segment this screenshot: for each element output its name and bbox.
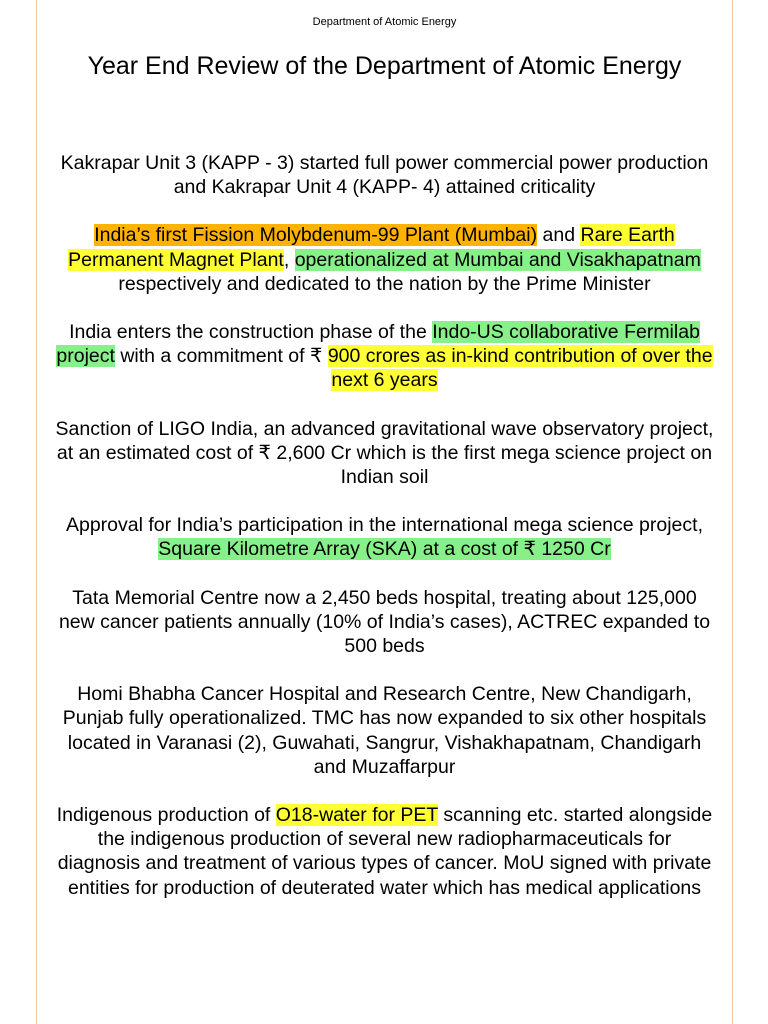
review-item <box>55 223 714 296</box>
item-text: and <box>537 224 581 247</box>
review-item <box>55 586 714 659</box>
highlighted-text-orange: India’s first Fission Molybdenum-99 Plant (Mumbai) <box>94 224 538 247</box>
item-text: respectively and dedicated to the nation by the Prime Minister <box>118 272 651 295</box>
item-text: scanning etc. started alongside the indigenous production of several new radiopharmaceuticals for diagnosis and treatment of various types of cancer. MoU signed with private entities for production of deuterated water which has medical applications <box>57 804 713 899</box>
highlighted-text-green: Square Kilometre Array (SKA) at a cost of ₹ 1250 Cr <box>158 538 611 561</box>
item-text: with a commitment of ₹ <box>114 345 328 368</box>
item-text: , <box>283 248 295 271</box>
highlighted-text-yellow: 900 crores as in-kind contribution of over the next 6 years <box>327 345 713 392</box>
review-item <box>55 417 714 490</box>
item-text: Indigenous production of <box>56 804 276 827</box>
review-item <box>55 803 714 900</box>
highlighted-text-yellow: O18-water for PET <box>275 804 438 827</box>
review-item <box>55 151 714 199</box>
document-page <box>36 0 733 1024</box>
item-text: Homi Bhabha Cancer Hospital and Research Centre, New Chandigarh, Punjab fully operationalized. TMC has now expanded to six other hospitals located in Varanasi (2), Guwahati, Sangrur, Vishakhapatnam, Chandigarh and Muzaffarpur <box>62 683 707 778</box>
highlighted-text-green: operationalized at Mumbai and Visakhapatnam <box>294 248 701 271</box>
review-item <box>55 320 714 393</box>
review-item <box>55 682 714 779</box>
document-title: Year End Review of the Department of Atomic Energy <box>87 52 682 80</box>
item-text: Approval for India’s participation in the international mega science project, <box>65 514 703 537</box>
item-text: Kakrapar Unit 3 (KAPP - 3) started full power commercial power production and Kakrapar Unit 4 (KAPP- 4) attained criticality <box>60 152 709 199</box>
highlighted-text-yellow: Rare Earth Permanent Magnet Plant <box>68 224 675 271</box>
item-text: Sanction of LIGO India, an advanced gravitational wave observatory project, at an estimated cost of ₹ 2,600 Cr which is the first mega science project on Indian soil <box>55 417 714 489</box>
review-items <box>55 151 714 924</box>
item-text: Tata Memorial Centre now a 2,450 beds hospital, treating about 125,000 new cancer patients annually (10% of India’s cases), ACTREC expanded to 500 beds <box>58 586 711 658</box>
highlighted-text-green: Indo-US collaborative Fermilab project <box>56 321 700 368</box>
page-header: Department of Atomic Energy <box>312 16 457 28</box>
item-text: India enters the construction phase of the <box>69 321 433 344</box>
review-item <box>55 513 714 561</box>
